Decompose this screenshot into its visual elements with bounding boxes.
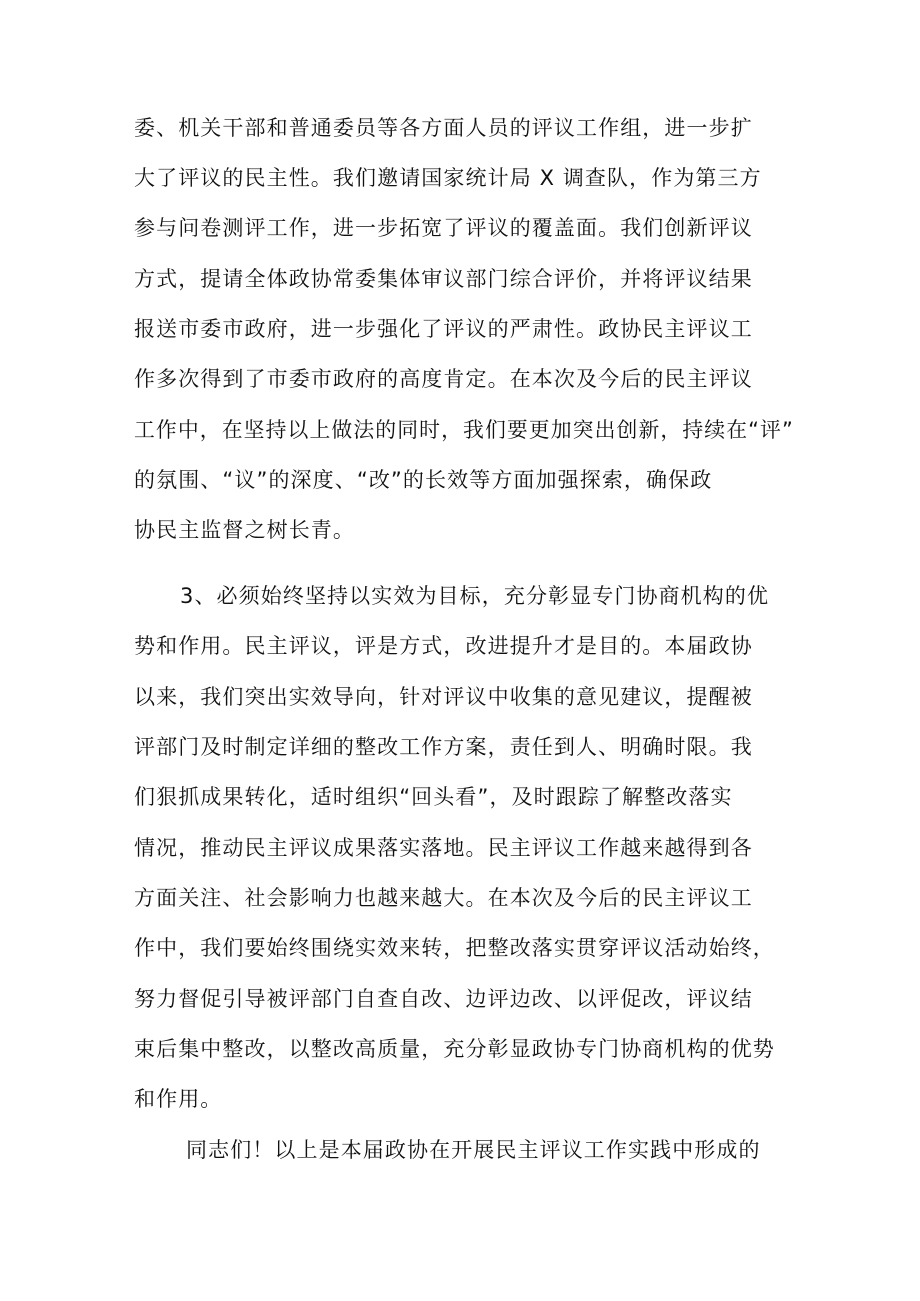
text-line: 们狠抓成果转化，适时组织“回头看”，及时跟踪了解整改落实 [134,785,733,809]
text-line: 同志们！以上是本届政协在开展民主评议工作实践中形成的 [186,1138,761,1162]
text-line: 协民主监督之树长青。 [134,518,355,542]
text-line: 和作用。 [134,1087,223,1111]
text-line: 评部门及时制定详细的整改工作方案，责任到人、明确时限。我 [134,735,753,759]
text-line: 以来，我们突出实效导向，针对评议中收集的意见建议，提醒被 [134,685,753,709]
text-line: 参与问卷测评工作，进一步拓宽了评议的覆盖面。我们创新评议 [134,216,753,240]
text-line: 作中，我们要始终围绕实效来转，把整改落实贯穿评议活动始终， [134,936,775,960]
text-line: 大了评议的民主性。我们邀请国家统计局 X 调查队，作为第三方 [134,166,762,190]
text-line: 方面关注、社会影响力也越来越大。在本次及今后的民主评议工 [134,886,753,910]
text-line: 情况，推动民主评议成果落实落地。民主评议工作越来越得到各 [134,836,753,860]
text-line: 工作中，在坚持以上做法的同时，我们要更加突出创新，持续在“评” [134,418,794,442]
text-line: 势和作用。民主评议，评是方式，改进提升才是目的。本届政协 [134,634,753,658]
text-line: 的氛围、“议”的深度、“改”的长效等方面加强探索，确保政 [134,468,713,492]
text-line: 作多次得到了市委市政府的高度肯定。在本次及今后的民主评议 [134,367,753,391]
text-line: 3、必须始终坚持以实效为目标，充分彰显专门协商机构的优 [180,584,770,608]
text-line: 束后集中整改，以整改高质量，充分彰显政协专门协商机构的优势 [134,1037,775,1061]
text-line: 委、机关干部和普通委员等各方面人员的评议工作组，进一步扩 [134,116,753,140]
text-line: 努力督促引导被评部门自查自改、边评边改、以评促改，评议结 [134,987,753,1011]
text-line: 报送市委市政府，进一步强化了评议的严肃性。政协民主评议工 [134,317,753,341]
text-line: 方式，提请全体政协常委集体审议部门综合评价，并将评议结果 [134,267,753,291]
